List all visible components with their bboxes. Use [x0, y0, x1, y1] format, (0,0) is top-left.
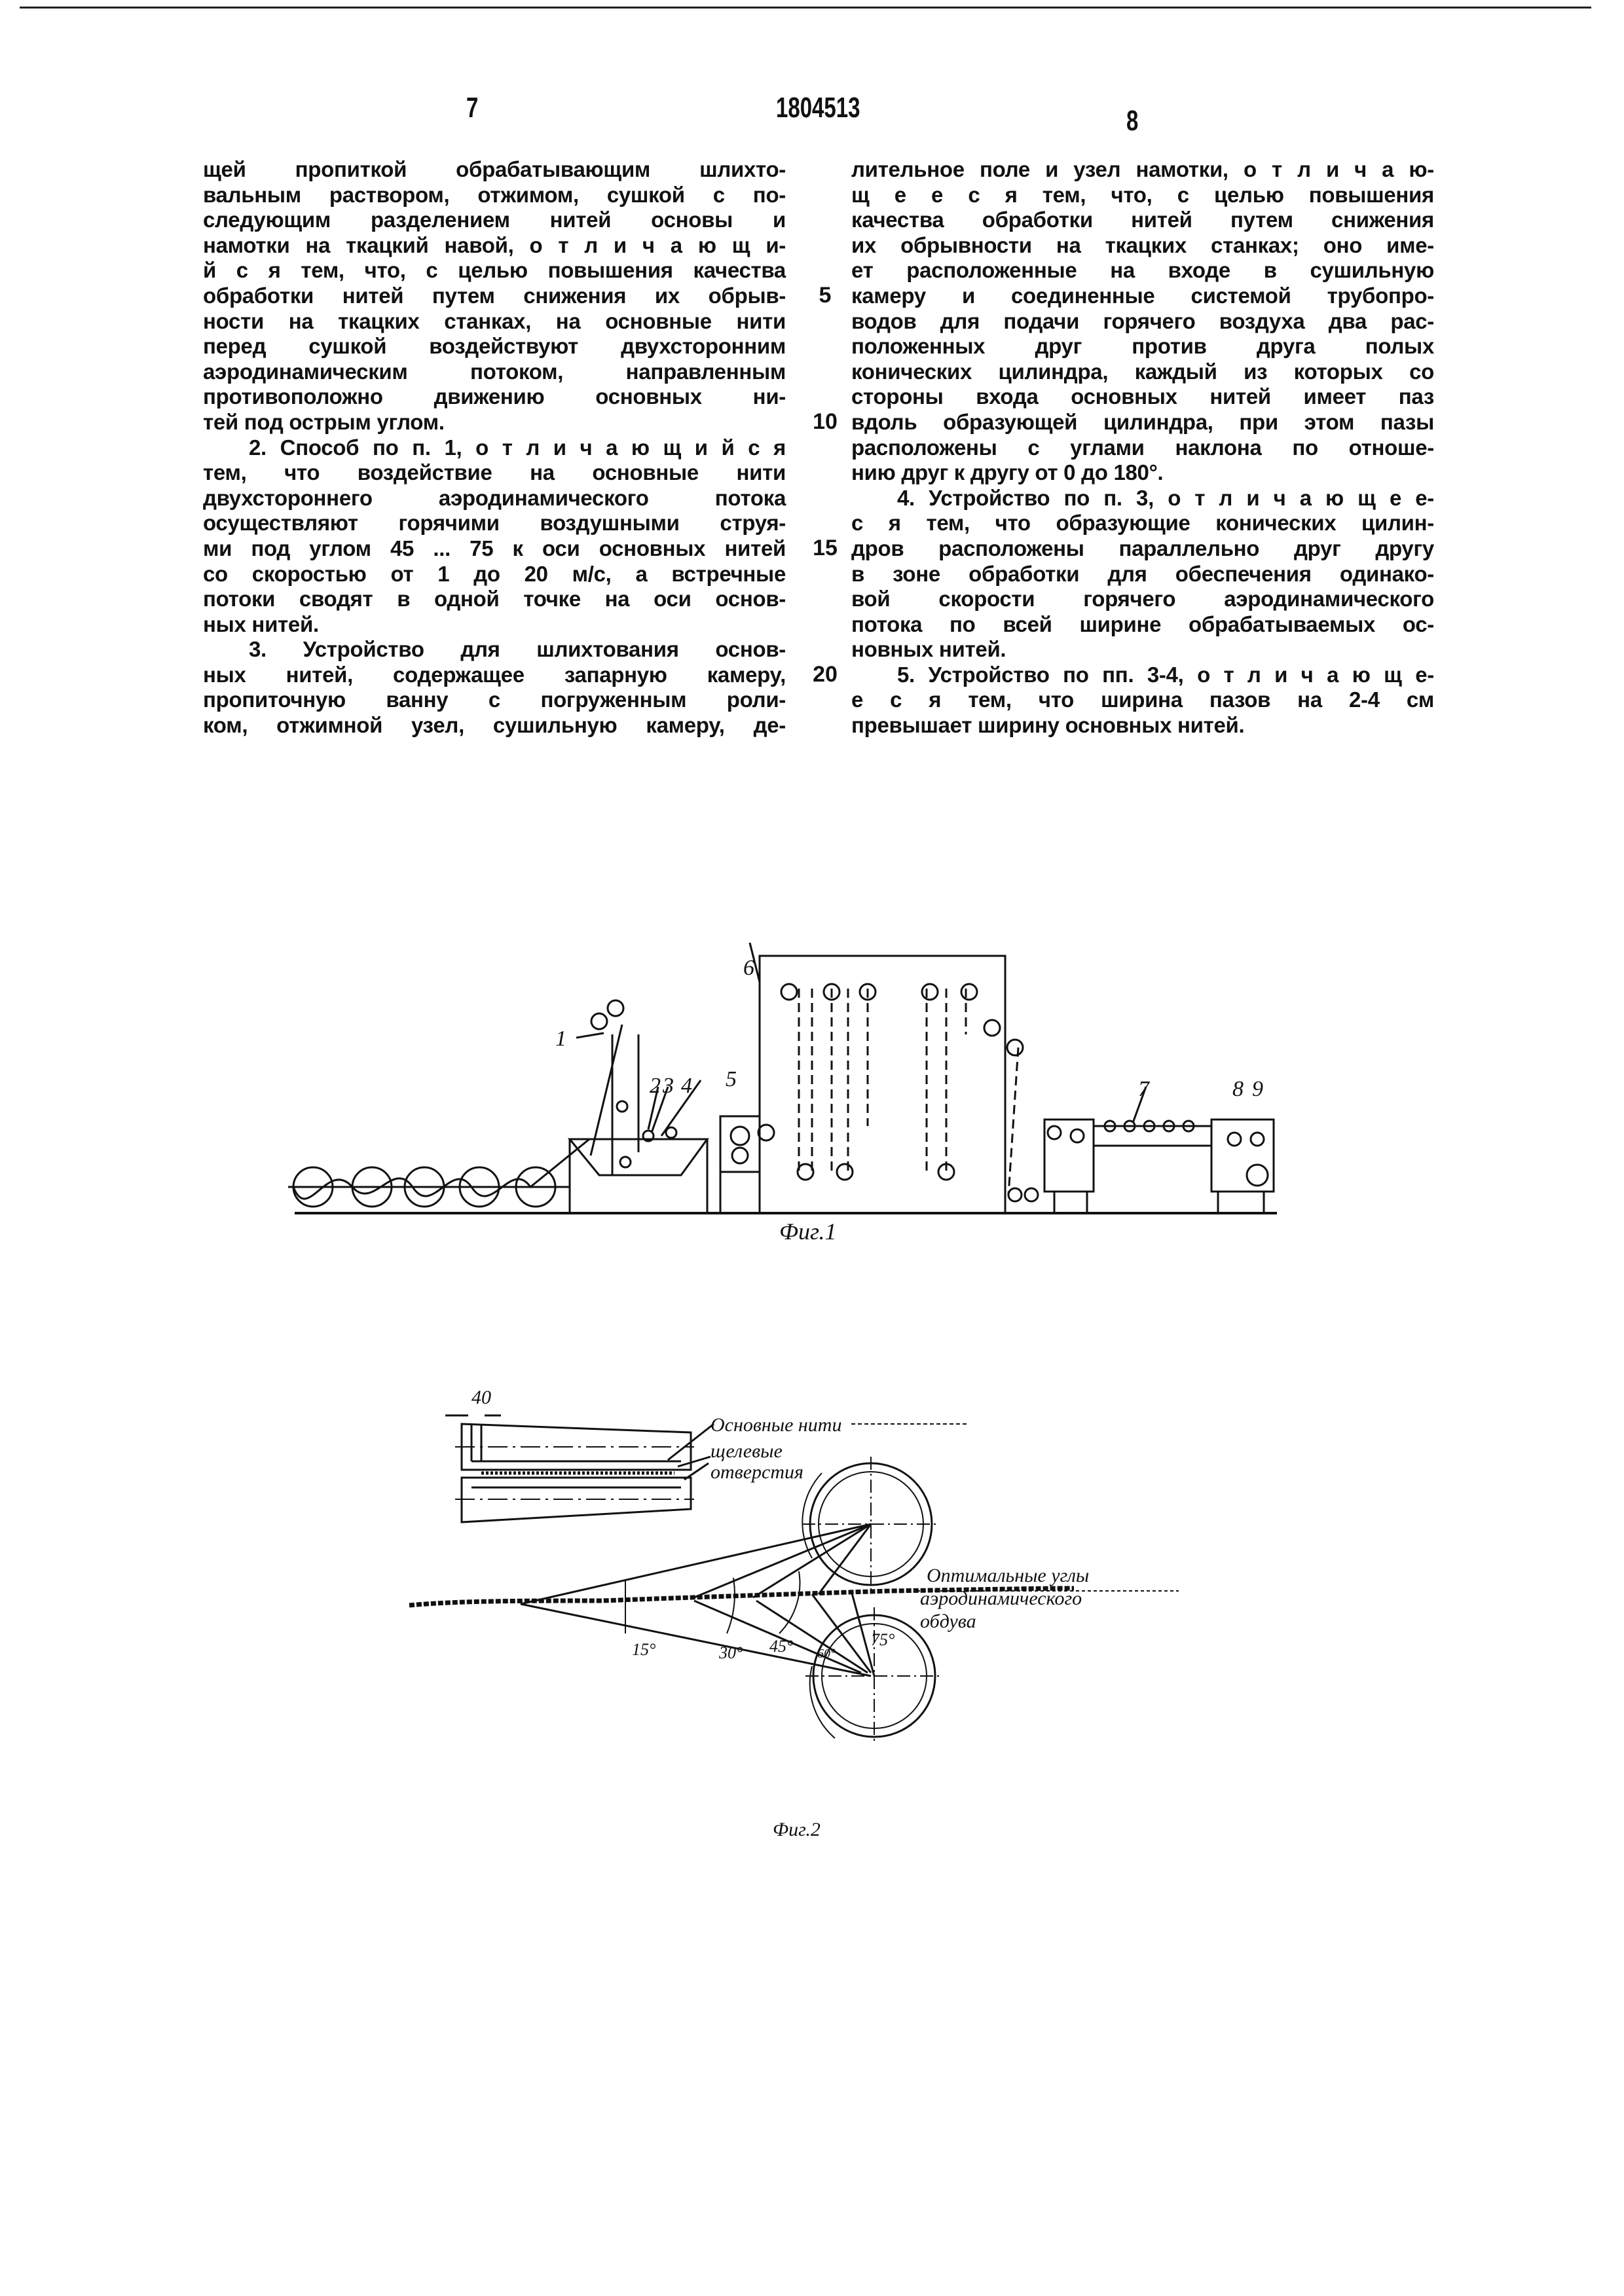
fig2-label-angles-1: Оптимальные углы — [927, 1565, 1089, 1587]
text-line: обработки нитей путем снижения их обрыв- — [203, 283, 786, 309]
right-column-text — [851, 157, 1434, 738]
text-line: вальным раствором, отжимом, сушкой с по- — [203, 183, 786, 208]
scan-top-edge — [20, 7, 1591, 9]
fig1-label-9: 9 — [1252, 1077, 1263, 1102]
text-line: со скоростью от 1 до 20 м/с, а встречные — [203, 562, 786, 587]
text-line: новных нитей. — [851, 637, 1434, 663]
fig1-label-6: 6 — [743, 956, 754, 981]
text-line: е с я тем, что ширина пазов на 2-4 см — [851, 687, 1434, 713]
text-line: щ е е с я тем, что, с целью повышения — [851, 183, 1434, 208]
text-line: конических цилиндра, каждый из которых со — [851, 359, 1434, 385]
left-column-text — [203, 157, 786, 738]
text-line: ет расположенные на входе в сушильную — [851, 258, 1434, 283]
text-line: их обрывности на ткацких станках; оно име- — [851, 233, 1434, 259]
line-number-10: 10 — [805, 409, 845, 435]
text-line: ности на ткацких станках, на основные нити — [203, 309, 786, 335]
text-line: ком, отжимной узел, сушильную камеру, де- — [203, 713, 786, 738]
text-line: вдоль образующей цилиндра, при этом пазы — [851, 410, 1434, 435]
text-line: положенных друг против друга полых — [851, 334, 1434, 359]
fig1-label-1: 1 — [555, 1027, 566, 1051]
text-line: ми под углом 45 ... 75 к оси основных нитей — [203, 536, 786, 562]
fig2-angle-75: 75° — [871, 1630, 895, 1650]
text-line: нию друг к другу от 0 до 180°. — [851, 460, 1434, 486]
text-line: й с я тем, что, с целью повышения качества — [203, 258, 786, 283]
text-line: стороны входа основных нитей имеет паз — [851, 384, 1434, 410]
text-line: перед сушкой воздействуют двухсторонним — [203, 334, 786, 359]
text-line: водов для подачи горячего воздуха два рас- — [851, 309, 1434, 335]
page-number-right: 8 — [1126, 105, 1138, 137]
fig1-label-3: 3 — [663, 1074, 674, 1099]
text-line: 2. Способ по п. 1, о т л и ч а ю щ и й с я — [203, 435, 786, 461]
text-line: дров расположены параллельно друг другу — [851, 536, 1434, 562]
text-line: превышает ширину основных нитей. — [851, 713, 1434, 738]
text-line: вой скорости горячего аэродинамического — [851, 587, 1434, 612]
fig2-angle-15: 15° — [632, 1640, 655, 1660]
fig1-label-2: 2 — [650, 1074, 661, 1099]
text-line: потоки сводят в одной точке на оси основ- — [203, 587, 786, 612]
figure-1-caption: Фиг.1 — [779, 1218, 837, 1245]
text-line: лительное поле и узел намотки, о т л и ч а ю- — [851, 157, 1434, 183]
fig2-dimension-40: 40 — [471, 1387, 491, 1409]
fig2-label-warp-threads: Основные нити — [710, 1414, 841, 1436]
fig2-label-angles-3: обдува — [920, 1611, 976, 1633]
fig2-label-slots-2: отверстия — [710, 1461, 803, 1484]
text-line: пропиточную ванну с погруженным роли- — [203, 687, 786, 713]
text-line: качества обработки нитей путем снижения — [851, 208, 1434, 233]
fig1-label-5: 5 — [726, 1067, 737, 1092]
text-line: 4. Устройство по п. 3, о т л и ч а ю щ е е- — [851, 486, 1434, 511]
fig1-label-8: 8 — [1232, 1077, 1244, 1102]
warp-beams — [288, 1139, 589, 1207]
figure-2-caption: Фиг.2 — [773, 1819, 821, 1841]
text-line: противоположно движению основных ни- — [203, 384, 786, 410]
line-number-20: 20 — [805, 662, 845, 687]
fig2-angle-60: 60° — [817, 1647, 836, 1662]
fig2-angle-30: 30° — [719, 1643, 743, 1663]
text-line: намотки на ткацкий навой, о т л и ч а ю щ и- — [203, 233, 786, 259]
text-line: следующим разделением нитей основы и — [203, 208, 786, 233]
line-number-5: 5 — [805, 283, 845, 308]
text-line: щей пропиткой обрабатывающим шлихто- — [203, 157, 786, 183]
page-number-left: 7 — [466, 92, 478, 124]
fig2-angle-45: 45° — [769, 1637, 793, 1656]
fig2-label-angles-2: аэродинамического — [920, 1588, 1082, 1610]
text-line: тей под острым углом. — [203, 410, 786, 435]
text-line: с я тем, что образующие конических цилин- — [851, 511, 1434, 536]
text-line: двухстороннего аэродинамического потока — [203, 486, 786, 511]
line-number-15: 15 — [805, 536, 845, 561]
text-line: тем, что воздействие на основные нити — [203, 460, 786, 486]
text-line: расположены с углами наклона по отноше- — [851, 435, 1434, 461]
patent-number: 1804513 — [776, 92, 860, 124]
text-line: ных нитей, содержащее запарную камеру, — [203, 663, 786, 688]
fig2-label-slots-1: щелевые — [710, 1440, 783, 1463]
text-line: ных нитей. — [203, 612, 786, 638]
text-line: потока по всей ширине обрабатываемых ос- — [851, 612, 1434, 638]
text-line: осуществляют горячими воздушными струя- — [203, 511, 786, 536]
text-line: 5. Устройство по пп. 3-4, о т л и ч а ю щ е- — [851, 663, 1434, 688]
fig1-label-4: 4 — [681, 1074, 692, 1099]
text-line: аэродинамическим потоком, направленным — [203, 359, 786, 385]
fig1-label-7: 7 — [1138, 1077, 1149, 1102]
text-line: 3. Устройство для шлихтования основ- — [203, 637, 786, 663]
text-line: камеру и соединенные системой трубопро- — [851, 283, 1434, 309]
text-line: в зоне обработки для обеспечения одинако- — [851, 562, 1434, 587]
